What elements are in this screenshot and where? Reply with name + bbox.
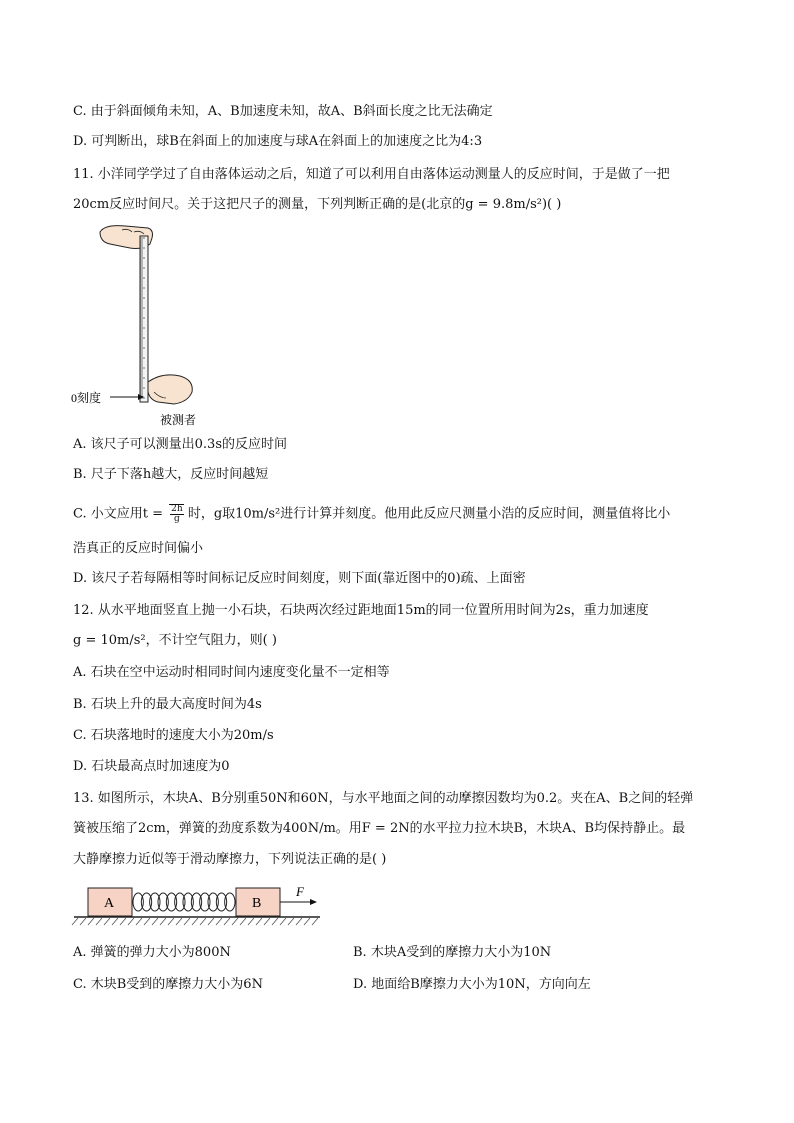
option-line: C. 木块B受到的摩擦力大小为6N: [73, 977, 263, 992]
zero-label: 0刻度: [71, 391, 102, 405]
question-12-text: g = 10m/s²，不计空气阻力，则( ): [73, 633, 277, 648]
question-13-text: 13. 如图所示，木块A、B分别重50N和60N，与水平地面之间的动摩擦因数均为0.2。夹在A、B之间的轻弹: [73, 791, 694, 806]
spring-block-figure: [70, 882, 330, 932]
option-line: A. 石块在空中运动时相同时间内速度变化量不一定相等: [73, 665, 390, 680]
option-line: D. 地面给B摩擦力大小为10N，方向向左: [353, 977, 591, 992]
option-line: D. 可判断出，球B在斜面上的加速度与球A在斜面上的加速度之比为4:3: [73, 134, 483, 149]
option-line: D. 石块最高点时加速度为0: [73, 759, 230, 774]
svg-text:A: A: [104, 896, 115, 911]
ground-hatch: [72, 918, 318, 925]
svg-text:B: B: [252, 896, 262, 911]
option-line: C. 石块落地时的速度大小为20m/s: [73, 728, 274, 743]
option-line: A. 弹簧的弹力大小为800N: [73, 945, 231, 960]
option-line: A. 该尺子可以测量出0.3s的反应时间: [73, 437, 287, 452]
option-line: D. 该尺子若每隔相等时间标记反应时间刻度，则下面(靠近图中的0)疏、上面密: [73, 571, 526, 586]
question-13-text: 簧被压缩了2cm，弹簧的劲度系数为400N/m。用F = 2N的水平拉力拉木块B，木块A、B均保持静止。最: [73, 821, 686, 836]
ruler: [140, 236, 148, 402]
option-line: B. 木块A受到的摩擦力大小为10N: [353, 945, 552, 960]
spring: [133, 893, 235, 911]
question-12-text: 12. 从水平地面竖直上抛一小石块，石块两次经过距地面15m的同一位置所用时间为2s，重力加速度: [73, 603, 649, 618]
bottom-hand: [148, 375, 192, 404]
option-line: B. 石块上升的最大高度时间为4s: [73, 697, 262, 712]
sqrt-expression: $\frac{2h}{g}$: [171, 504, 183, 524]
question-11-text: 11. 小洋同学学过了自由落体运动之后，知道了可以利用自由落体运动测量人的反应时间，于是做了一把: [73, 167, 670, 182]
person-label: 被测者: [160, 413, 197, 427]
option-line: B. 尺子下落h越大，反应时间越短: [73, 467, 269, 482]
ruler-figure: [70, 222, 210, 432]
question-11-text: 20cm反应时间尺。关于这把尺子的测量，下列判断正确的是(北京的g = 9.8m/s²)( ): [73, 197, 562, 212]
option-line: C. 小文应用t = $\frac{2h}{g}$ 时，g取10m/s²进行计算并刻度。他用此反应尺测量小浩的反应时间，测量值将比小: [73, 504, 671, 524]
question-13-text: 大静摩擦力近似等于滑动摩擦力，下列说法正确的是( ): [73, 852, 387, 867]
option-line: 浩真正的反应时间偏小: [73, 541, 204, 556]
option-line: C. 由于斜面倾角未知，A、B加速度未知，故A、B斜面长度之比无法确定: [73, 104, 493, 119]
force-label: F: [296, 884, 304, 899]
